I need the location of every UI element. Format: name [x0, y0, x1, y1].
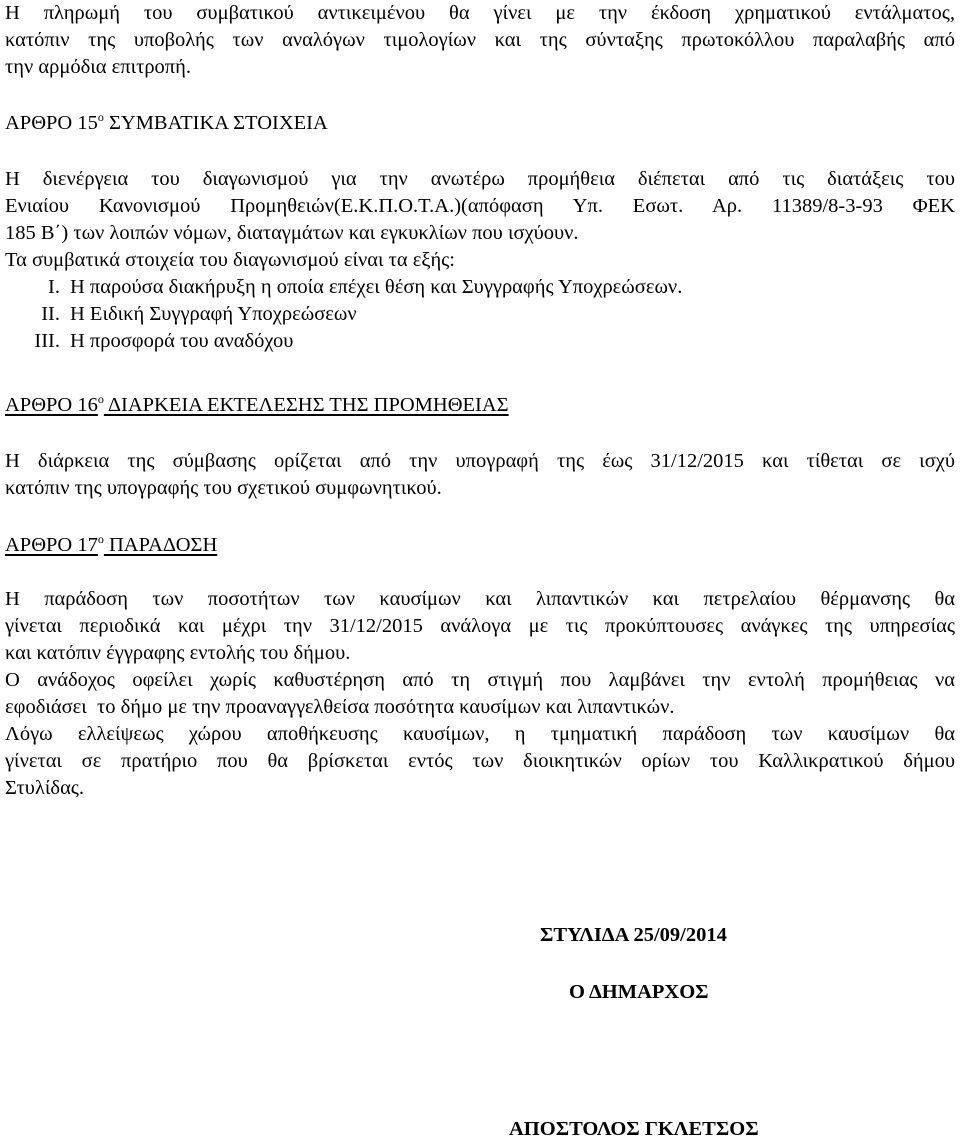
paragraph-line: εφοδιάσει το δήμο με την προαναγγελθείσα ποσότητα καυσίμων και λιπαντικών. [5, 696, 675, 718]
paragraph-line: Η πληρωμή του συμβατικού αντικειμένου θα γίνει με την έκδοση χρηματικού εντάλματος, [5, 2, 955, 24]
list-number: ΙΙΙ. [34, 330, 60, 352]
heading-ordinal: ο [97, 532, 104, 546]
paragraph-line: Η παράδοση των ποσοτήτων των καυσίμων και λιπαντικών και πετρελαίου θέρμανσης θα [5, 588, 955, 610]
paragraph-line: κατόπιν της υπογραφής του σχετικού συμφωνητικού. [5, 477, 442, 499]
list-number: ΙΙ. [41, 303, 60, 325]
signature-place-date: ΣΤΥΛΙΔΑ 25/09/2014 [540, 924, 727, 946]
list-item [5, 328, 955, 355]
heading-title: ΣΥΜΒΑΤΙΚΑ ΣΤΟΙΧΕΙΑ [103, 112, 328, 134]
article-17-heading [5, 532, 217, 559]
article-15-body [5, 166, 955, 355]
article-15-heading [5, 110, 328, 137]
payment-paragraph [5, 0, 955, 81]
list-item [5, 301, 955, 328]
heading-title: ΠΑΡΑΔΟΣΗ [103, 534, 218, 556]
paragraph-line: Λόγω ελλείψεως χώρου αποθήκευσης καυσίμων, η τμηματική παράδοση των καυσίμων θα [5, 723, 955, 745]
signature-role: Ο ΔΗΜΑΡΧΟΣ [569, 981, 709, 1003]
paragraph-line: 185 Β΄) των λοιπών νόμων, διαταγμάτων και εγκυκλίων που ισχύουν. [5, 222, 579, 244]
heading-prefix: ΑΡΘΡΟ 16 [5, 394, 98, 416]
article-17-body [5, 586, 955, 802]
article-16-heading [5, 392, 509, 419]
paragraph-line: γίνεται σε πρατήριο που θα βρίσκεται εντός των διοικητικών ορίων του Καλλικρατικού δήμου [5, 750, 955, 772]
paragraph-line: Η διενέργεια του διαγωνισμού για την ανωτέρω προμήθεια διέπεται από τις διατάξεις του [5, 168, 955, 190]
list-item [5, 274, 955, 301]
heading-prefix: ΑΡΘΡΟ 15 [5, 112, 98, 134]
paragraph-line: Στυλίδας. [5, 777, 85, 799]
heading-ordinal: ο [97, 110, 104, 124]
paragraph-line: και κατόπιν έγγραφης εντολής του δήμου. [5, 642, 351, 664]
list-text: Η Ειδική Συγγραφή Υποχρεώσεων [70, 303, 357, 325]
article-16-body [5, 448, 955, 502]
heading-prefix: ΑΡΘΡΟ 17 [5, 534, 98, 556]
list-text: Η προσφορά του αναδόχου [70, 330, 294, 352]
paragraph-line: Η διάρκεια της σύμβασης ορίζεται από την υπογραφή της έως 31/12/2015 και τίθεται σε ισχύ [5, 450, 955, 472]
paragraph-line: γίνεται περιοδικά και μέχρι την 31/12/2015 ανάλογα με τις προκύπτουσες ανάγκες της υπηρεσίας [5, 615, 955, 637]
paragraph-line: Ενιαίου Κανονισμού Προμηθειών(Ε.Κ.Π.Ο.Τ.Α.)(απόφαση Υπ. Εσωτ. Αρ. 11389/8-3-93 ΦΕΚ [5, 195, 955, 217]
heading-ordinal: ο [97, 392, 104, 406]
list-number: Ι. [48, 276, 60, 298]
heading-title: ΔΙΑΡΚΕΙΑ ΕΚΤΕΛΕΣΗΣ ΤΗΣ ΠΡΟΜΗΘΕΙΑΣ [103, 394, 509, 416]
paragraph-line: την αρμόδια επιτροπή. [5, 56, 191, 78]
list-intro: Τα συμβατικά στοιχεία του διαγωνισμού είναι τα εξής: [5, 249, 455, 271]
paragraph-line: κατόπιν της υποβολής των αναλόγων τιμολογίων και της σύνταξης πρωτοκόλλου παραλαβής από [5, 29, 955, 51]
paragraph-line: Ο ανάδοχος οφείλει χωρίς καθυστέρηση από τη στιγμή που λαμβάνει την εντολή προμήθειας να [5, 669, 955, 691]
signature-name: ΑΠΟΣΤΟΛΟΣ ΓΚΛΕΤΣΟΣ [509, 1118, 759, 1140]
list-text: Η παρούσα διακήρυξη η οποία επέχει θέση και Συγγραφής Υποχρεώσεων. [70, 276, 683, 298]
